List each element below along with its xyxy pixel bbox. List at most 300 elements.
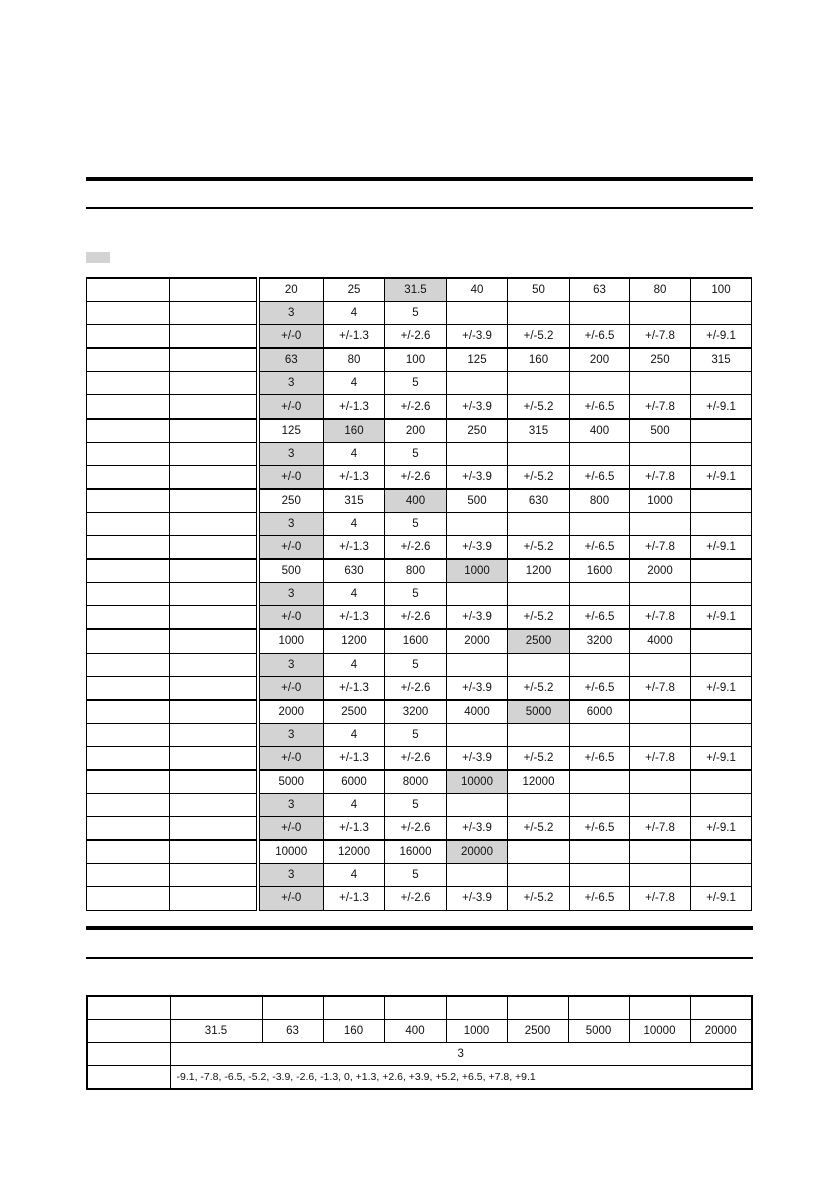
summary-frequency-cell: 160 xyxy=(323,1020,384,1043)
summary-frequency-label xyxy=(87,1020,170,1043)
gain-cell: +/-3.9 xyxy=(447,817,508,841)
q-cell xyxy=(447,302,508,325)
row-label-cell xyxy=(87,489,170,513)
gain-cell: +/-3.9 xyxy=(447,465,508,489)
frequency-cell: 10000 xyxy=(447,770,508,794)
band-7-frequency-row xyxy=(87,700,752,724)
q-cell: 4 xyxy=(324,372,385,395)
gain-cell: +/-3.9 xyxy=(447,395,508,419)
q-cell: 4 xyxy=(324,794,385,817)
frequency-cell: 250 xyxy=(447,419,508,443)
frequency-cell: 2000 xyxy=(258,700,324,724)
gain-cell: +/-1.3 xyxy=(324,536,385,560)
frequency-cell: 1600 xyxy=(385,629,447,653)
row-label-cell xyxy=(87,794,170,817)
row-sublabel-cell xyxy=(170,817,258,841)
gain-cell: +/-9.1 xyxy=(691,606,752,630)
q-cell: 3 xyxy=(258,442,324,465)
frequency-cell: 1000 xyxy=(630,489,691,513)
frequency-cell xyxy=(691,629,752,653)
band-2-gain-row xyxy=(87,395,752,419)
gain-cell: +/-3.9 xyxy=(447,676,508,700)
summary-header-cell xyxy=(507,996,568,1020)
frequency-cell: 1200 xyxy=(324,629,385,653)
q-cell: 4 xyxy=(324,723,385,746)
row-sublabel-cell xyxy=(170,489,258,513)
gain-cell: +/-9.1 xyxy=(691,676,752,700)
q-cell xyxy=(691,512,752,535)
band-4-frequency-row xyxy=(87,489,752,513)
frequency-cell xyxy=(570,770,630,794)
band-3-gain-row xyxy=(87,465,752,489)
gain-cell: +/-9.1 xyxy=(691,817,752,841)
frequency-cell xyxy=(691,700,752,724)
q-cell xyxy=(447,583,508,606)
frequency-cell: 630 xyxy=(508,489,570,513)
frequency-cell xyxy=(570,840,630,864)
frequency-cell: 2500 xyxy=(324,700,385,724)
gain-cell: +/-1.3 xyxy=(324,887,385,910)
q-cell: 3 xyxy=(258,794,324,817)
frequency-cell: 630 xyxy=(324,559,385,583)
gain-cell: +/-0 xyxy=(258,887,324,910)
q-cell xyxy=(570,864,630,887)
frequency-cell: 50 xyxy=(508,278,570,302)
row-label-cell xyxy=(87,629,170,653)
row-label-cell xyxy=(87,302,170,325)
row-sublabel-cell xyxy=(170,372,258,395)
band-5-gain-row xyxy=(87,606,752,630)
frequency-cell: 500 xyxy=(447,489,508,513)
q-cell xyxy=(630,864,691,887)
row-label-cell xyxy=(87,864,170,887)
gain-cell: +/-0 xyxy=(258,606,324,630)
q-cell xyxy=(691,583,752,606)
q-cell: 4 xyxy=(324,583,385,606)
gain-cell: +/-1.3 xyxy=(324,325,385,349)
band-8-frequency-row xyxy=(87,770,752,794)
q-cell: 3 xyxy=(258,864,324,887)
q-cell: 3 xyxy=(258,512,324,535)
gain-cell: +/-3.9 xyxy=(447,536,508,560)
gain-cell: +/-6.5 xyxy=(570,325,630,349)
q-cell: 5 xyxy=(385,864,447,887)
gain-cell: +/-3.9 xyxy=(447,325,508,349)
frequency-cell: 160 xyxy=(508,348,570,372)
row-label-cell xyxy=(87,676,170,700)
q-cell xyxy=(447,442,508,465)
summary-header-cell xyxy=(384,996,446,1020)
frequency-cell: 4000 xyxy=(630,629,691,653)
q-cell: 3 xyxy=(258,302,324,325)
band-1-gain-row xyxy=(87,325,752,349)
row-sublabel-cell xyxy=(170,583,258,606)
summary-header-cell xyxy=(446,996,507,1020)
eq-settings-table xyxy=(86,277,752,911)
gain-cell: +/-1.3 xyxy=(324,395,385,419)
gain-cell: +/-1.3 xyxy=(324,746,385,770)
summary-header-cell xyxy=(87,996,170,1020)
frequency-cell: 8000 xyxy=(385,770,447,794)
gain-cell: +/-6.5 xyxy=(570,676,630,700)
gain-cell: +/-6.5 xyxy=(570,746,630,770)
row-label-cell xyxy=(87,419,170,443)
gain-cell: +/-0 xyxy=(258,676,324,700)
q-cell: 5 xyxy=(385,723,447,746)
q-cell xyxy=(447,794,508,817)
gain-cell: +/-5.2 xyxy=(508,536,570,560)
frequency-cell: 125 xyxy=(258,419,324,443)
row-sublabel-cell xyxy=(170,348,258,372)
q-cell xyxy=(447,372,508,395)
row-label-cell xyxy=(87,840,170,864)
band-6-frequency-row xyxy=(87,629,752,653)
frequency-cell: 2000 xyxy=(630,559,691,583)
q-cell: 4 xyxy=(324,864,385,887)
band-9-gain-row xyxy=(87,887,752,910)
summary-header-cell xyxy=(170,996,262,1020)
row-sublabel-cell xyxy=(170,676,258,700)
frequency-cell: 20000 xyxy=(447,840,508,864)
q-cell xyxy=(691,372,752,395)
q-cell xyxy=(570,723,630,746)
q-cell xyxy=(570,583,630,606)
frequency-cell: 800 xyxy=(570,489,630,513)
q-cell xyxy=(691,442,752,465)
gain-cell: +/-0 xyxy=(258,325,324,349)
row-label-cell xyxy=(87,653,170,676)
q-cell xyxy=(630,653,691,676)
frequency-cell xyxy=(691,419,752,443)
summary-header-cell xyxy=(568,996,629,1020)
frequency-cell: 100 xyxy=(385,348,447,372)
q-cell xyxy=(570,512,630,535)
q-cell: 5 xyxy=(385,794,447,817)
gain-cell: +/-7.8 xyxy=(630,676,691,700)
q-cell: 3 xyxy=(258,723,324,746)
band-5-frequency-row xyxy=(87,559,752,583)
frequency-cell: 400 xyxy=(385,489,447,513)
row-label-cell xyxy=(87,606,170,630)
gain-cell: +/-2.6 xyxy=(385,887,447,910)
gain-cell: +/-6.5 xyxy=(570,817,630,841)
q-cell xyxy=(570,653,630,676)
q-cell xyxy=(508,723,570,746)
row-sublabel-cell xyxy=(170,606,258,630)
gain-cell: +/-6.5 xyxy=(570,887,630,910)
q-cell xyxy=(630,442,691,465)
q-cell xyxy=(570,372,630,395)
q-cell: 4 xyxy=(324,302,385,325)
gain-cell: +/-5.2 xyxy=(508,676,570,700)
gain-cell: +/-0 xyxy=(258,536,324,560)
q-cell xyxy=(630,723,691,746)
q-cell xyxy=(691,653,752,676)
band-6-q-row xyxy=(87,653,752,676)
frequency-cell: 250 xyxy=(258,489,324,513)
q-cell: 3 xyxy=(258,583,324,606)
gain-cell: +/-3.9 xyxy=(447,746,508,770)
gain-cell: +/-1.3 xyxy=(324,676,385,700)
gain-cell: +/-0 xyxy=(258,817,324,841)
row-sublabel-cell xyxy=(170,746,258,770)
row-sublabel-cell xyxy=(170,512,258,535)
row-sublabel-cell xyxy=(170,325,258,349)
q-cell: 3 xyxy=(258,653,324,676)
q-cell: 5 xyxy=(385,372,447,395)
frequency-cell: 5000 xyxy=(508,700,570,724)
frequency-cell: 1200 xyxy=(508,559,570,583)
summary-q-row xyxy=(87,1043,752,1066)
q-cell xyxy=(447,864,508,887)
frequency-cell xyxy=(691,489,752,513)
row-label-cell xyxy=(87,395,170,419)
row-label-cell xyxy=(87,723,170,746)
row-label-cell xyxy=(87,536,170,560)
gain-cell: +/-0 xyxy=(258,395,324,419)
row-label-cell xyxy=(87,887,170,910)
summary-frequency-cell: 1000 xyxy=(446,1020,507,1043)
gain-cell: +/-6.5 xyxy=(570,536,630,560)
frequency-cell: 20 xyxy=(258,278,324,302)
frequency-cell: 1000 xyxy=(447,559,508,583)
frequency-cell: 125 xyxy=(447,348,508,372)
row-label-cell xyxy=(87,746,170,770)
q-cell: 4 xyxy=(324,442,385,465)
gain-cell: +/-0 xyxy=(258,746,324,770)
gain-cell: +/-1.3 xyxy=(324,465,385,489)
row-sublabel-cell xyxy=(170,302,258,325)
row-sublabel-cell xyxy=(170,840,258,864)
q-cell: 4 xyxy=(324,512,385,535)
summary-gain-row xyxy=(87,1066,752,1090)
q-cell xyxy=(447,723,508,746)
row-label-cell xyxy=(87,817,170,841)
gain-cell: +/-2.6 xyxy=(385,817,447,841)
q-cell xyxy=(691,864,752,887)
row-sublabel-cell xyxy=(170,559,258,583)
q-cell: 4 xyxy=(324,653,385,676)
frequency-cell: 80 xyxy=(324,348,385,372)
q-cell xyxy=(630,512,691,535)
q-cell xyxy=(630,372,691,395)
frequency-cell: 800 xyxy=(385,559,447,583)
gain-cell: +/-5.2 xyxy=(508,887,570,910)
frequency-cell xyxy=(508,840,570,864)
band-7-q-row xyxy=(87,723,752,746)
summary-header-cell xyxy=(262,996,323,1020)
frequency-cell: 400 xyxy=(570,419,630,443)
gain-cell: +/-2.6 xyxy=(385,395,447,419)
q-cell xyxy=(508,794,570,817)
summary-header-cell xyxy=(629,996,690,1020)
frequency-cell: 12000 xyxy=(508,770,570,794)
eq-summary-table xyxy=(86,995,753,1090)
section-1-top-rule xyxy=(86,177,753,181)
row-label-cell xyxy=(87,465,170,489)
gain-cell: +/-7.8 xyxy=(630,746,691,770)
frequency-cell: 63 xyxy=(570,278,630,302)
gain-cell: +/-5.2 xyxy=(508,746,570,770)
frequency-cell: 1600 xyxy=(570,559,630,583)
band-9-q-row xyxy=(87,864,752,887)
summary-q-label xyxy=(87,1043,170,1066)
row-sublabel-cell xyxy=(170,278,258,302)
row-sublabel-cell xyxy=(170,442,258,465)
row-label-cell xyxy=(87,583,170,606)
gain-cell: +/-9.1 xyxy=(691,536,752,560)
row-sublabel-cell xyxy=(170,536,258,560)
summary-header-cell xyxy=(690,996,752,1020)
summary-header-cell xyxy=(323,996,384,1020)
row-label-cell xyxy=(87,278,170,302)
gain-cell: +/-7.8 xyxy=(630,325,691,349)
gain-cell: +/-2.6 xyxy=(385,746,447,770)
row-label-cell xyxy=(87,700,170,724)
summary-frequency-cell: 2500 xyxy=(507,1020,568,1043)
q-cell: 3 xyxy=(258,372,324,395)
q-cell xyxy=(570,442,630,465)
gain-cell: +/-1.3 xyxy=(324,817,385,841)
frequency-cell: 4000 xyxy=(447,700,508,724)
row-sublabel-cell xyxy=(170,864,258,887)
gain-cell: +/-9.1 xyxy=(691,887,752,910)
frequency-cell: 16000 xyxy=(385,840,447,864)
gain-cell: +/-2.6 xyxy=(385,325,447,349)
frequency-cell: 1000 xyxy=(258,629,324,653)
frequency-cell: 315 xyxy=(324,489,385,513)
frequency-cell: 6000 xyxy=(570,700,630,724)
gain-cell: +/-5.2 xyxy=(508,325,570,349)
frequency-cell xyxy=(691,770,752,794)
band-3-q-row xyxy=(87,442,752,465)
frequency-cell: 5000 xyxy=(258,770,324,794)
gain-cell: +/-7.8 xyxy=(630,606,691,630)
gain-cell: +/-5.2 xyxy=(508,465,570,489)
row-label-cell xyxy=(87,372,170,395)
q-cell xyxy=(447,653,508,676)
band-7-gain-row xyxy=(87,746,752,770)
summary-frequency-cell: 31.5 xyxy=(170,1020,262,1043)
band-9-frequency-row xyxy=(87,840,752,864)
summary-frequency-cell: 63 xyxy=(262,1020,323,1043)
q-cell xyxy=(508,864,570,887)
frequency-cell: 12000 xyxy=(324,840,385,864)
q-cell xyxy=(508,442,570,465)
gain-cell: +/-7.8 xyxy=(630,465,691,489)
frequency-cell: 2500 xyxy=(508,629,570,653)
frequency-cell: 160 xyxy=(324,419,385,443)
section-2-top-rule xyxy=(86,926,753,930)
band-5-q-row xyxy=(87,583,752,606)
frequency-cell xyxy=(691,840,752,864)
gain-cell: +/-2.6 xyxy=(385,465,447,489)
frequency-cell: 315 xyxy=(691,348,752,372)
q-cell xyxy=(691,302,752,325)
gain-cell: +/-0 xyxy=(258,465,324,489)
q-cell xyxy=(691,723,752,746)
row-label-cell xyxy=(87,512,170,535)
q-cell: 5 xyxy=(385,653,447,676)
band-4-gain-row xyxy=(87,536,752,560)
row-label-cell xyxy=(87,559,170,583)
gain-cell: +/-9.1 xyxy=(691,325,752,349)
band-1-q-row xyxy=(87,302,752,325)
band-4-q-row xyxy=(87,512,752,535)
row-sublabel-cell xyxy=(170,794,258,817)
q-cell xyxy=(570,794,630,817)
default-value-legend-swatch xyxy=(86,252,110,263)
gain-cell: +/-3.9 xyxy=(447,887,508,910)
q-cell xyxy=(570,302,630,325)
row-label-cell xyxy=(87,770,170,794)
q-cell: 5 xyxy=(385,512,447,535)
q-cell: 5 xyxy=(385,583,447,606)
frequency-cell: 10000 xyxy=(258,840,324,864)
gain-cell: +/-9.1 xyxy=(691,465,752,489)
frequency-cell xyxy=(691,559,752,583)
summary-q-value: 3 xyxy=(170,1043,752,1066)
row-sublabel-cell xyxy=(170,395,258,419)
q-cell: 5 xyxy=(385,302,447,325)
band-8-q-row xyxy=(87,794,752,817)
gain-cell: +/-7.8 xyxy=(630,395,691,419)
summary-gain-values: -9.1, -7.8, -6.5, -5.2, -3.9, -2.6, -1.3, 0, +1.3, +2.6, +3.9, +5.2, +6.5, +7.8, +9.1 xyxy=(170,1066,752,1090)
q-cell xyxy=(447,512,508,535)
summary-frequency-cell: 400 xyxy=(384,1020,446,1043)
q-cell xyxy=(508,302,570,325)
frequency-cell: 3200 xyxy=(385,700,447,724)
q-cell xyxy=(630,583,691,606)
q-cell xyxy=(508,372,570,395)
summary-gain-label xyxy=(87,1066,170,1090)
row-sublabel-cell xyxy=(170,465,258,489)
row-label-cell xyxy=(87,325,170,349)
row-sublabel-cell xyxy=(170,770,258,794)
frequency-cell: 80 xyxy=(630,278,691,302)
frequency-cell: 25 xyxy=(324,278,385,302)
band-3-frequency-row xyxy=(87,419,752,443)
q-cell xyxy=(630,302,691,325)
frequency-cell: 200 xyxy=(385,419,447,443)
summary-frequency-row xyxy=(87,1020,752,1043)
gain-cell: +/-2.6 xyxy=(385,536,447,560)
frequency-cell: 63 xyxy=(258,348,324,372)
row-sublabel-cell xyxy=(170,419,258,443)
q-cell xyxy=(691,794,752,817)
frequency-cell xyxy=(630,700,691,724)
gain-cell: +/-2.6 xyxy=(385,676,447,700)
gain-cell: +/-1.3 xyxy=(324,606,385,630)
frequency-cell: 100 xyxy=(691,278,752,302)
frequency-cell: 6000 xyxy=(324,770,385,794)
gain-cell: +/-6.5 xyxy=(570,465,630,489)
q-cell xyxy=(508,583,570,606)
frequency-cell: 315 xyxy=(508,419,570,443)
row-label-cell xyxy=(87,348,170,372)
q-cell xyxy=(508,653,570,676)
frequency-cell xyxy=(630,840,691,864)
frequency-cell: 40 xyxy=(447,278,508,302)
row-sublabel-cell xyxy=(170,887,258,910)
gain-cell: +/-5.2 xyxy=(508,606,570,630)
gain-cell: +/-3.9 xyxy=(447,606,508,630)
band-8-gain-row xyxy=(87,817,752,841)
gain-cell: +/-7.8 xyxy=(630,887,691,910)
gain-cell: +/-5.2 xyxy=(508,817,570,841)
frequency-cell: 500 xyxy=(258,559,324,583)
frequency-cell: 31.5 xyxy=(385,278,447,302)
